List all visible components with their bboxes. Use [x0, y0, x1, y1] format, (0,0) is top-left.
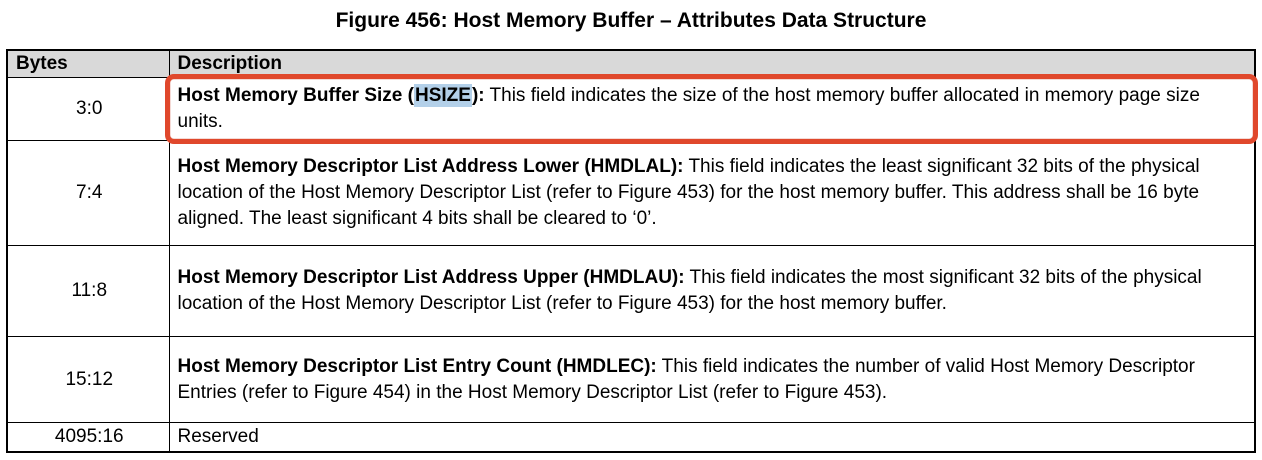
table-row: [7, 246, 1255, 337]
description-cell: [169, 337, 1255, 423]
bytes-cell: 11:8: [7, 246, 169, 337]
field-description: This field indicates the size of the host memory buffer allocated in memory page size units.: [177, 85, 1200, 132]
table-row: [7, 78, 1255, 141]
field-name: [178, 84, 485, 107]
description-cell: [169, 141, 1255, 246]
bytes-cell: 4095:16: [7, 423, 169, 453]
field-description: This field indicates the most significant 32 bits of the physical location of the Host Memory Descriptor List (refer to Figure 453) for the host memory buffer.: [177, 267, 1202, 314]
hsize-text-selection: HSIZE: [414, 85, 471, 106]
bytes-cell: 15:12: [7, 337, 169, 423]
table-row: [7, 141, 1255, 246]
attributes-table: [6, 49, 1256, 453]
table-header-row: [7, 50, 1255, 78]
description-cell: [169, 423, 1255, 453]
column-header-bytes: Bytes: [7, 50, 169, 78]
field-name: Host Memory Descriptor List Address Lower (HMDLAL):: [177, 156, 684, 177]
field-description: Reserved: [177, 426, 259, 447]
field-name: Host Memory Descriptor List Entry Count (HMDLEC):: [177, 355, 657, 377]
field-name-suffix: ):: [471, 85, 485, 106]
table-row: [7, 337, 1255, 423]
field-name-prefix: Host Memory Buffer Size (: [177, 85, 414, 106]
field-name: Host Memory Descriptor List Address Upper (HMDLAU):: [177, 267, 685, 288]
figure-title: Figure 456: Host Memory Buffer – Attributes Data Structure: [335, 9, 927, 32]
column-header-description: Description: [169, 50, 1255, 78]
field-description: This field indicates the least significant 32 bits of the physical location of the Host Memory Descriptor List (refer to Figure 453) for the host memory buffer. This address shall be 16 byte aligned. The least significant 4 bits shall be cleared to ‘0’.: [177, 156, 1200, 229]
description-cell: [169, 246, 1255, 337]
bytes-cell: 3:0: [7, 78, 169, 141]
description-cell: [169, 78, 1255, 141]
bytes-cell: 7:4: [7, 141, 169, 246]
field-description: This field indicates the number of valid Host Memory Descriptor Entries (refer to Figure 454) in the Host Memory Descriptor List (refer to Figure 453).: [177, 355, 1195, 403]
table-row: [7, 423, 1255, 453]
